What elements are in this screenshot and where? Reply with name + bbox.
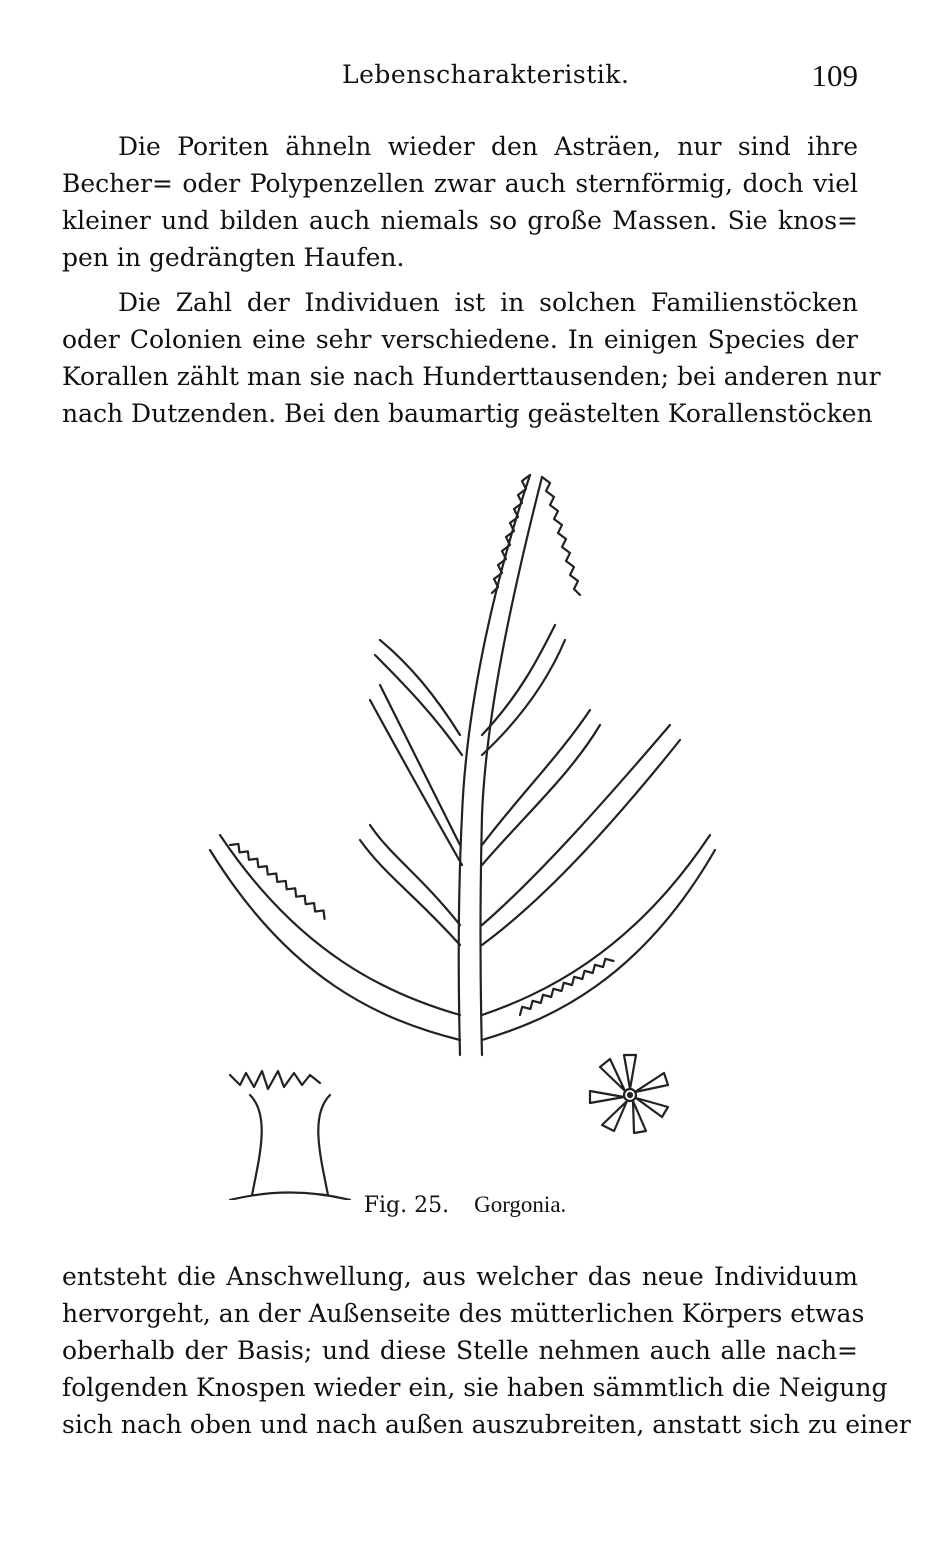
text-line: sich nach oben und nach außen auszubreiten, anstatt sich zu einer	[62, 1410, 911, 1439]
text-line: kleiner und bilden auch niemals so große Massen. Sie knos=	[62, 206, 858, 235]
text-line: oberhalb der Basis; und diese Stelle nehmen auch alle nach=	[62, 1336, 858, 1365]
polyp-left	[250, 1095, 262, 1195]
gorgonia-illustration	[190, 455, 750, 1200]
figure-name: Gorgonia.	[474, 1192, 567, 1217]
text-line: Die Zahl der Individuen ist in solchen Familienstöcken	[118, 288, 858, 317]
text-line: nach Dutzenden. Bei den baumartig geästelten Korallenstöcken	[62, 399, 873, 428]
text-line: pen in gedrängten Haufen.	[62, 243, 405, 272]
page-number: 109	[811, 58, 858, 93]
branch-left-3	[380, 640, 460, 735]
paragraph-individuen	[62, 284, 881, 432]
branch-left-1	[370, 825, 460, 925]
branch-right-2	[482, 725, 670, 925]
page-header	[62, 58, 858, 98]
text-line: Becher= oder Polypenzellen zwar auch sternförmig, doch viel	[62, 169, 858, 198]
text-line: entsteht die Anschwellung, aus welcher das neue Individuum	[62, 1262, 858, 1291]
trunk	[459, 475, 530, 1055]
branch-left-4	[220, 835, 460, 1015]
branch-left-2	[380, 685, 460, 845]
text-line: folgenden Knospen wieder ein, sie haben sämmtlich die Neigung	[62, 1373, 888, 1402]
branch-right-1	[482, 835, 710, 1015]
figure-label: Fig. 25.	[363, 1193, 450, 1218]
text-line: Korallen zählt man sie nach Hunderttausenden; bei anderen nur	[62, 362, 881, 391]
paragraph-poriten	[62, 128, 858, 276]
text-line: Die Poriten ähneln wieder den Asträen, nur sind ihre	[118, 132, 858, 161]
polyp-star	[590, 1055, 668, 1133]
running-title: Lebenscharakteristik.	[342, 60, 630, 89]
branch-right-3	[482, 710, 590, 845]
paragraph-anschwellung	[62, 1258, 911, 1443]
figure-caption	[0, 1192, 930, 1218]
figure-gorgonia	[190, 455, 750, 1200]
text-line: oder Colonien eine sehr verschiedene. In einigen Species der	[62, 325, 858, 354]
text-line: hervorgeht, an der Außenseite des mütterlichen Körpers etwas	[62, 1299, 865, 1328]
trunk-outline	[481, 477, 543, 1055]
